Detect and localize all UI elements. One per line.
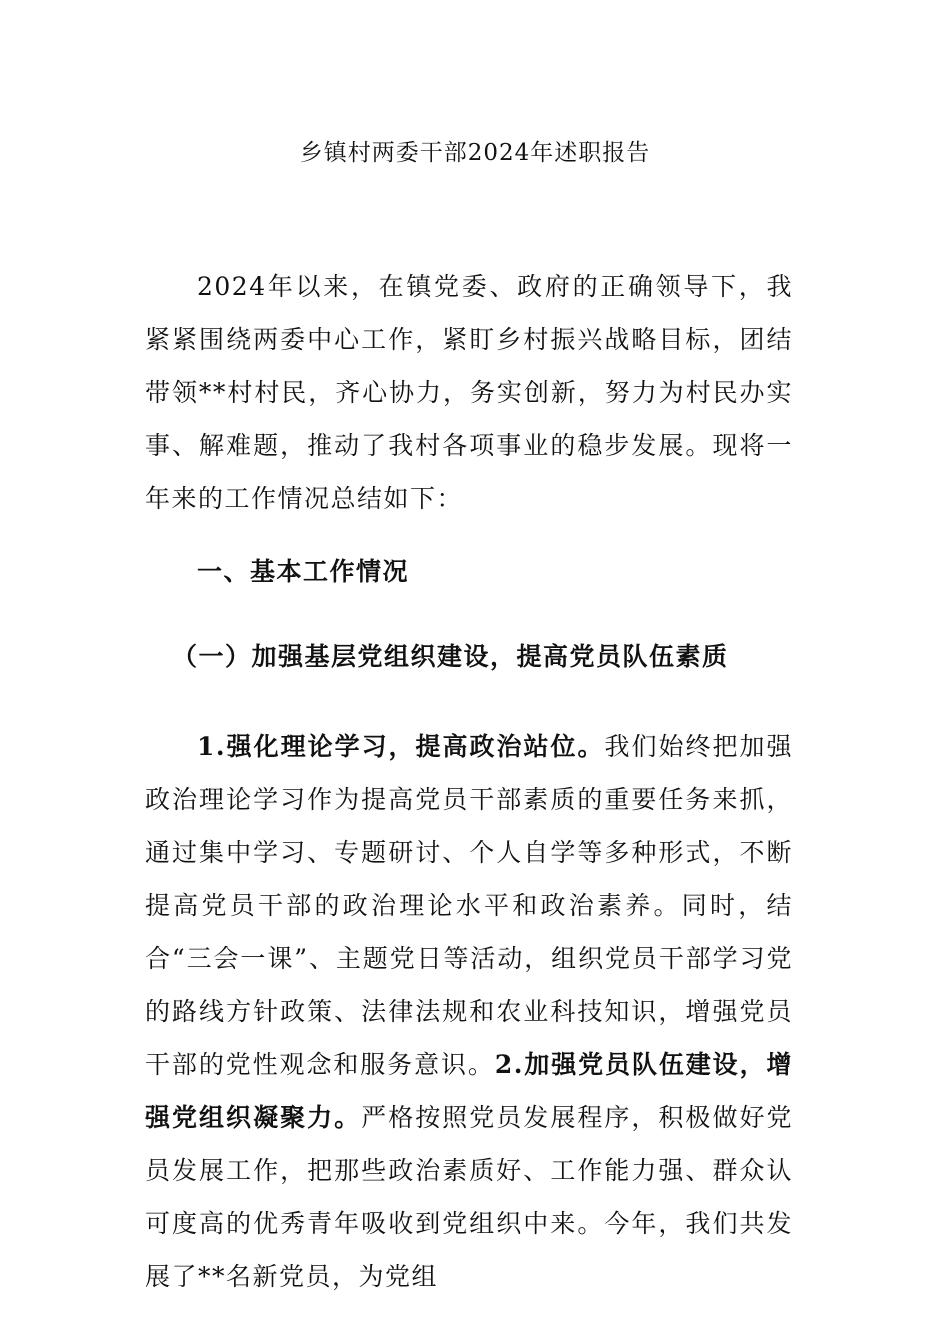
item-1-heading: 1.强化理论学习，提高政治站位。 xyxy=(197,732,605,761)
subsection-heading-1: （一）加强基层党组织建设，提高党员队伍素质 xyxy=(172,642,729,671)
item-2-heading: 2.加强党员队伍建设，增强党组织凝聚力。 xyxy=(145,1050,793,1132)
document-title: 乡镇村两委干部2024年述职报告 xyxy=(299,140,651,166)
intro-paragraph: 2024年以来，在镇党委、政府的正确领导下，我紧紧围绕两委中心工作，紧盯乡村振兴战略目标，团结带领**村村民，齐心协力，务实创新，努力为村民办实事、解难题，推动了我村各项事业的稳步发展。现将一年来的工作情况总结如下： xyxy=(145,272,793,513)
item-1-text: 我们始终把加强政治理论学习作为提高党员干部素质的重要任务来抓，通过集中学习、专题研讨、个人自学等多种形式，不断提高党员干部的政治理论水平和政治素养。同时，结合“三会一课”、主题党日等活动，组织党员干部学习党的路线方针政策、法律法规和农业科技知识，增强党员干部的党性观念和服务意识。 xyxy=(145,732,793,1079)
section-heading-1: 一、基本工作情况 xyxy=(197,557,410,586)
item-2-text: 严格按照党员发展程序，积极做好党员发展工作，把那些政治素质好、工作能力强、群众认可度高的优秀青年吸收到党组织中来。今年，我们共发展了**名新党员，为党组 xyxy=(145,1103,793,1291)
body-paragraph xyxy=(145,720,793,1303)
